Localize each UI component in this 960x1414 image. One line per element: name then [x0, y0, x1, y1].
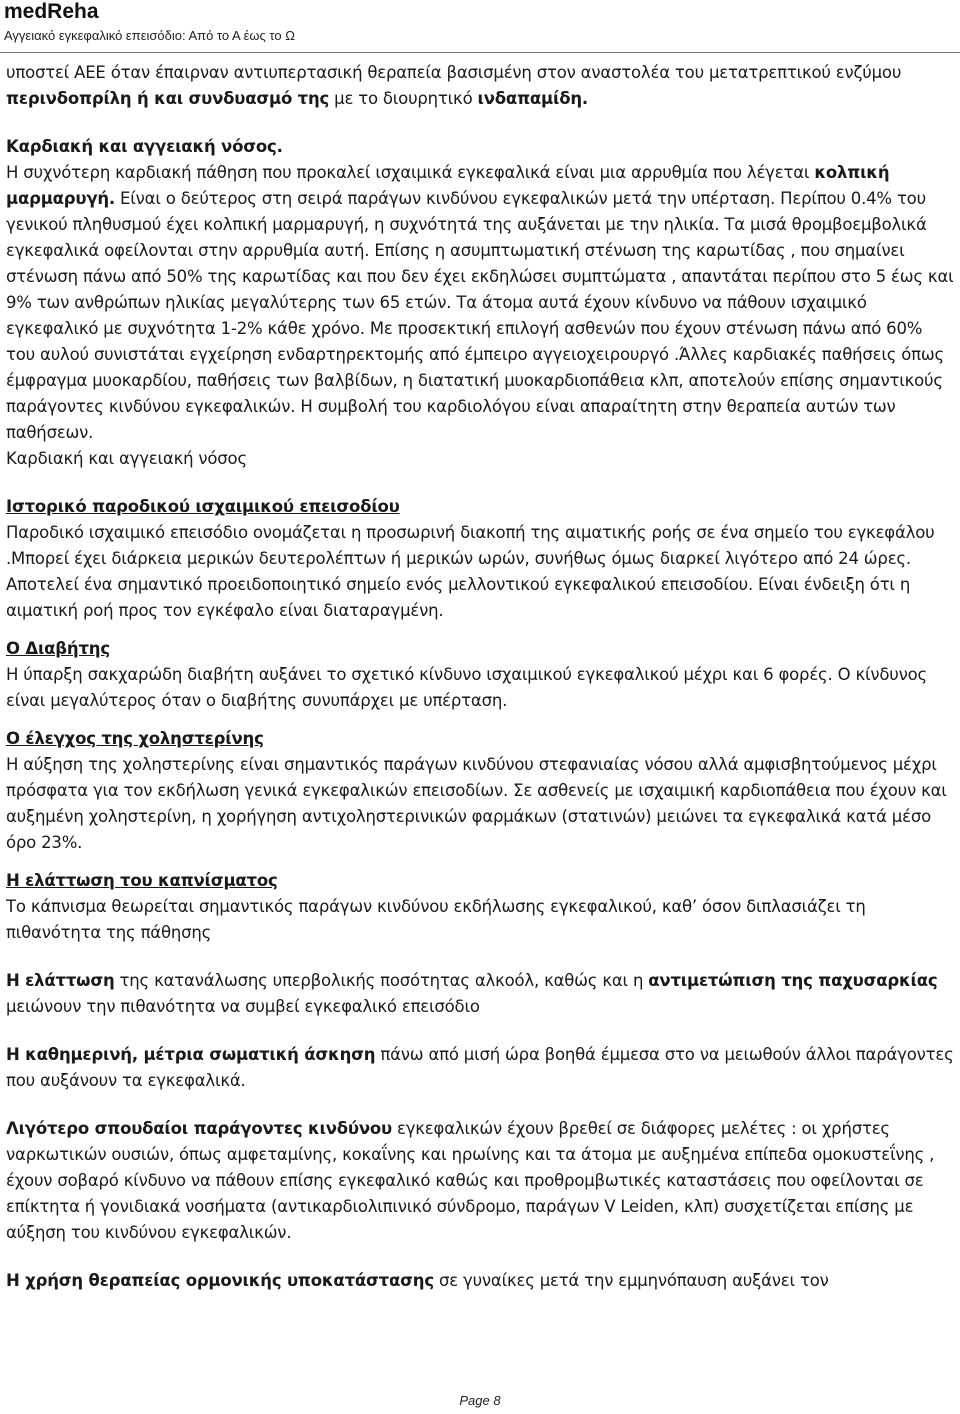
document-subtitle: Αγγειακό εγκεφαλικό επεισόδιο: Από το Α έως το Ω — [4, 28, 295, 43]
alcohol-text-2: μειώνουν την πιθανότητα να συμβεί εγκεφαλικό επεισόδιο — [6, 997, 480, 1016]
smoking-section — [6, 868, 954, 946]
cardiac-heading: Καρδιακή και αγγειακή νόσος. — [6, 137, 283, 156]
cardiac-caption: Καρδιακή και αγγειακή νόσος — [6, 449, 247, 468]
smoking-text: Το κάπνισμα θεωρείται σημαντικός παράγων κινδύνου εκδήλωσης εγκεφαλικού, καθ’ όσον διπλασιάζει τη πιθανότητα της πάθησης — [6, 897, 866, 942]
brand-title: medReha — [4, 0, 99, 23]
header-divider — [0, 52, 960, 53]
tia-section — [6, 494, 954, 624]
diabetes-heading: Ο Διαβήτης — [6, 639, 110, 658]
cardiac-text-2: Είναι ο δεύτερος στη σειρά παράγων κινδύνου εγκεφαλικών μετά την υπέρταση. Περίπου 0.4% του γενικού πληθυσμού έχει κολπική μαρμαρυγή, η συχνότητά της αυξάνεται με την ηλικία. Τα μισά θρομβοεμβολικά εγκεφαλικά οφείλονται στην αρρυθμία αυτή. Επίσης η ασυμπτωματική στένωση της καρωτίδας , που σημαίνει στένωση πάνω από 50% της καρωτίδας και που δεν έχει εκδηλώσει συμπτώματα , απαντάται περίπου στο 5 έως και 9% των ανθρώπων ηλικίας μεγαλύτερης των 65 ετών. Τα άτομα αυτά έχουν κίνδυνο να πάθουν ισχαιμικό εγκεφαλικό με συχνότητα 1-2% κάθε χρόνο. Με προσεκτική επιλογή ασθενών που έχουν στένωση πάνω από 60% του αυλού συνιστάται εγχείρηση ενδαρτηρεκτομής από έμπειρο αγγειοχειρουργό .Άλλες καρδιακές παθήσεις όπως έμφραγμα μυοκαρδίου, παθήσεις των βαλβίδων, η διατατική μυοκαρδιοπάθεια κλπ, αποτελούν επίσης σημαντικούς παράγοντες κινδύνου εγκεφαλικών. Η συμβολή του καρδιολόγου είναι απαραίτητη στην θεραπεία αυτών των παθήσεων. — [6, 189, 954, 442]
document-body — [6, 60, 954, 1294]
cardiac-section — [6, 134, 954, 472]
alcohol-text: της κατανάλωσης υπερβολικής ποσότητας αλκοόλ, καθώς και η — [114, 971, 649, 990]
hormone-paragraph — [6, 1268, 954, 1294]
page-number: Page 8 — [459, 1393, 501, 1408]
exercise-paragraph — [6, 1042, 954, 1094]
intro-paragraph — [6, 60, 954, 112]
cholesterol-text: Η αύξηση της χοληστερίνης είναι σημαντικός παράγων κινδύνου στεφανιαίας νόσου αλλά αμφισβητούμενος μέχρι πρόσφατα για τον εκδήλωση γενικά εγκεφαλικών επεισοδίων. Σε ασθενείς με ισχαιμική καρδιοπάθεια που έχουν και αυξημένη χοληστερίνη, η χορήγηση αντιχοληστερινικών φαρμάκων (στατινών) μειώνει τα εγκεφαλικά κατά μέσο όρο 23%. — [6, 755, 947, 852]
cholesterol-section — [6, 726, 954, 856]
hormone-text: σε γυναίκες μετά την εμμηνόπαυση αυξάνει τον — [433, 1271, 829, 1290]
intro-bold-drug: περινδοπρίλη ή και συνδυασμό της — [6, 89, 330, 108]
intro-text-2: με το διουρητικό — [329, 89, 478, 108]
tia-heading: Ιστορικό παροδικού ισχαιμικού επεισοδίου — [6, 497, 400, 516]
minor-factors-paragraph — [6, 1116, 954, 1246]
intro-text: υποστεί ΑΕΕ όταν έπαιρναν αντιυπερτασική θεραπεία βασισμένη στον αναστολέα του μετατρεπτικού ενζύμου — [6, 63, 902, 82]
alcohol-bold-reduction: Η ελάττωση — [6, 971, 115, 990]
tia-text: Παροδικό ισχαιμικό επεισόδιο ονομάζεται η προσωρινή διακοπή της αιματικής ροής σε ένα σημείο του εγκεφάλου .Μπορεί έχει διάρκεια μερικών δευτερολέπτων ή μερικών ωρών, συνήθως όμως διαρκεί λιγότερο από 24 ώρες. Αποτελεί ένα σημαντικό προειδοποιητικό σημείο ενός μελλοντικού εγκεφαλικού επεισοδίου. Είναι ένδειξη ότι η αιματική ροή προς τον εγκέφαλο είναι διαταραγμένη. — [6, 523, 935, 620]
minor-factors-bold: Λιγότερο σπουδαίοι παράγοντες κινδύνου — [6, 1119, 392, 1138]
diabetes-section — [6, 636, 954, 714]
alcohol-bold-obesity: αντιμετώπιση της παχυσαρκίας — [648, 971, 938, 990]
exercise-text: πάνω από μισή ώρα βοηθά έμμεσα στο να μειωθούν άλλοι παράγοντες που αυξάνουν τα εγκεφαλικά. — [6, 1045, 954, 1090]
intro-bold-diuretic: ινδαπαμίδη. — [477, 89, 588, 108]
cardiac-text: Η συχνότερη καρδιακή πάθηση που προκαλεί ισχαιμικά εγκεφαλικά είναι μια αρρυθμία που λέγεται — [6, 163, 815, 182]
smoking-heading: Η ελάττωση του καπνίσματος — [6, 871, 278, 890]
alcohol-paragraph — [6, 968, 954, 1020]
cardiac-bold-af: κολπική μαρμαρυγή. — [6, 163, 890, 208]
diabetes-text: Η ύπαρξη σακχαρώδη διαβήτη αυξάνει το σχετικό κίνδυνο ισχαιμικού εγκεφαλικού μέχρι και 6 φορές. Ο κίνδυνος είναι μεγαλύτερος όταν ο διαβήτης συνυπάρχει με υπέρταση. — [6, 665, 928, 710]
minor-factors-text: εγκεφαλικών έχουν βρεθεί σε διάφορες μελέτες : οι χρήστες ναρκωτικών ουσιών, όπως αμφεταμίνης, κοκαΐνης και ηρωίνης και τα άτομα με αυξημένα επίπεδα ομοκυστεΐνης , έχουν σοβαρό κίνδυνο να πάθουν επίσης εγκεφαλικό καθώς και προθρομβωτικές καταστάσεις που οφείλονται σε επίκτητα ή γονιδιακά νοσήματα (αντικαρδιολιπινικό σύνδρομο, παράγων V Leiden, κλπ) συσχετίζεται επίσης με αύξηση του κινδύνου εγκεφαλικών. — [6, 1119, 935, 1242]
exercise-bold: Η καθημερινή, μέτρια σωματική άσκηση — [6, 1045, 376, 1064]
hormone-bold: Η χρήση θεραπείας ορμονικής υποκατάστασης — [6, 1271, 434, 1290]
page-header — [4, 0, 956, 52]
cholesterol-heading: Ο έλεγχος της χοληστερίνης — [6, 729, 264, 748]
